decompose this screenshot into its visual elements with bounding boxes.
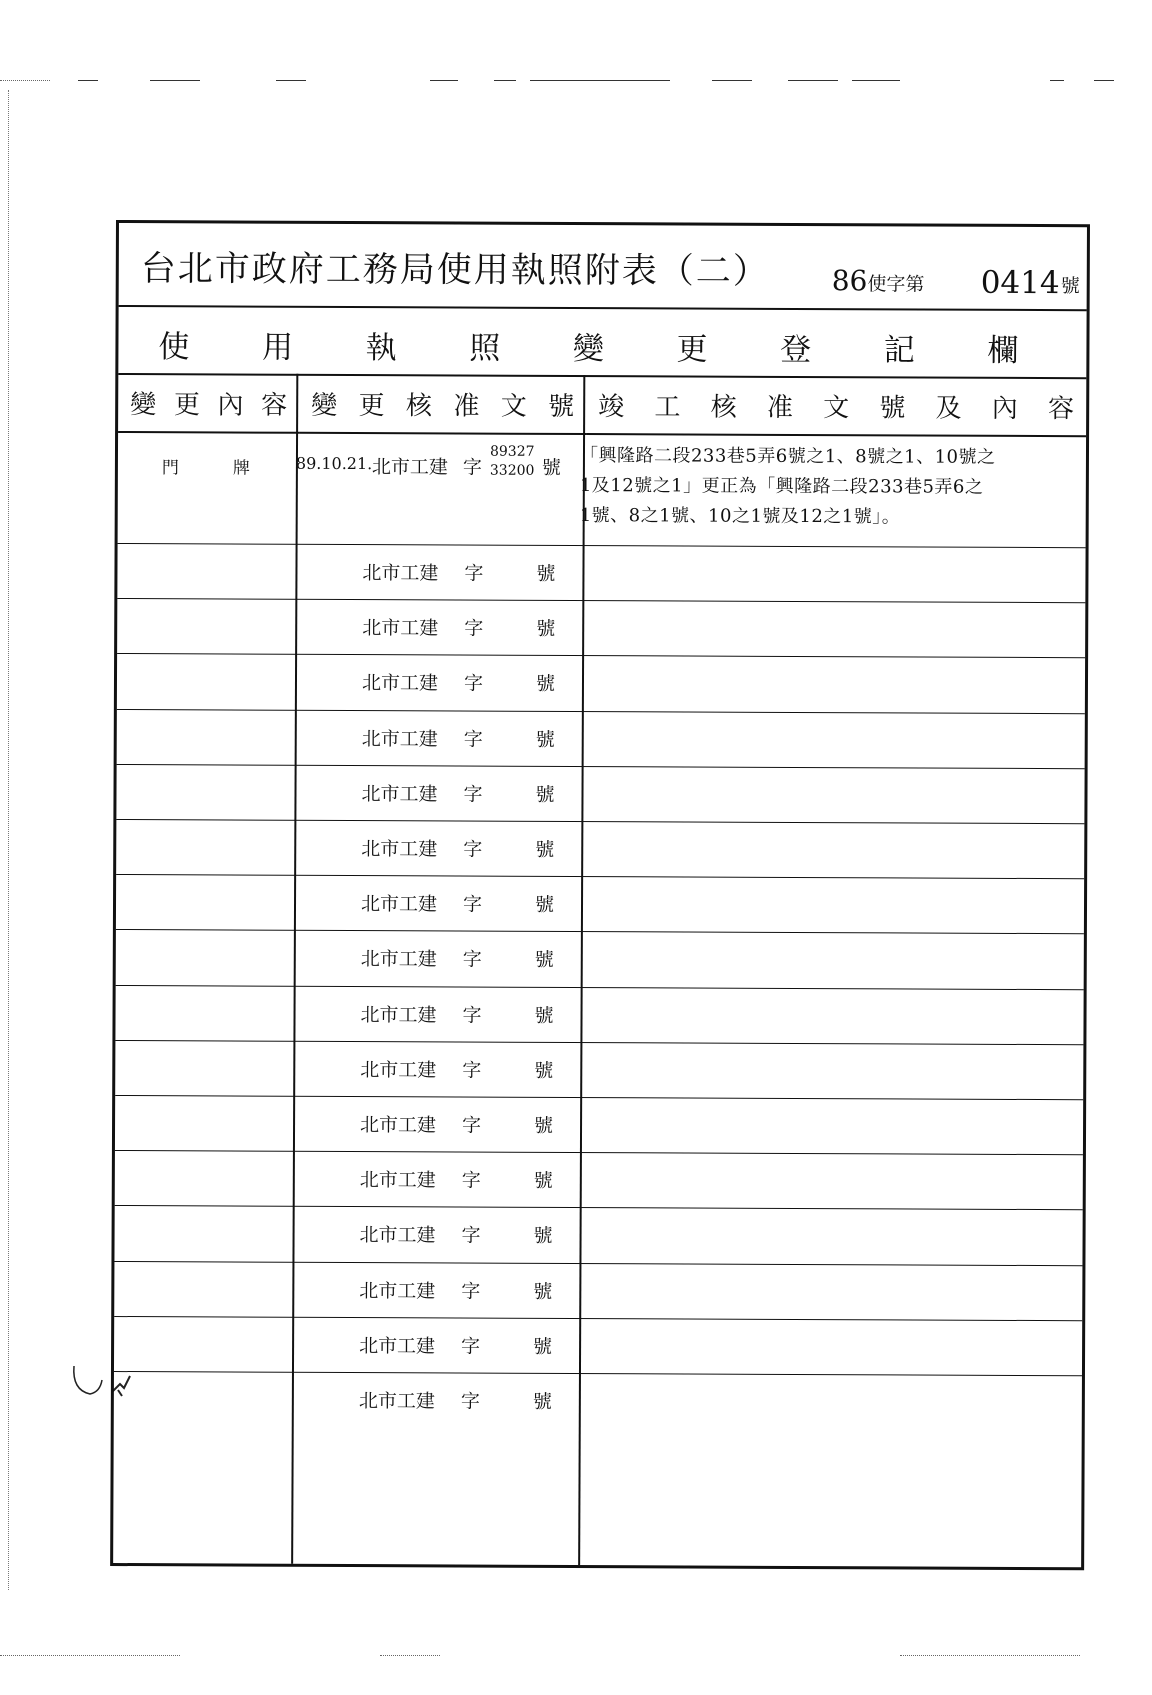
header-char: 號 (879, 392, 906, 423)
approval-zi: 字 (461, 1224, 481, 1247)
approval-office: 北市工建 (360, 1114, 437, 1137)
approval-number-1: 89327 (489, 443, 535, 460)
table-row (115, 1095, 1083, 1155)
table-row (117, 653, 1085, 713)
approval-zi: 字 (461, 1169, 481, 1192)
permit-number: 0414 (980, 264, 1060, 302)
scan-artifact-top-left (0, 80, 50, 81)
change-item-door-plate (162, 453, 250, 478)
approval-hao: 號 (533, 1280, 553, 1303)
scan-artifact-top-6 (530, 80, 670, 81)
approval-office: 北市工建 (359, 1279, 436, 1302)
approval-zi: 字 (462, 893, 483, 916)
approval-office: 北市工建 (359, 1169, 436, 1192)
content-line: 1號、8之1號、10之1號及12之1號」。 (579, 505, 901, 528)
approval-date: 89.10.21. (295, 453, 373, 474)
table-row (114, 1371, 1082, 1430)
approval-zi: 字 (463, 838, 483, 861)
scan-artifact-top-5 (494, 80, 516, 81)
table-row (116, 929, 1084, 989)
approval-office: 北市工建 (360, 893, 438, 916)
approval-office: 北市工建 (359, 1224, 436, 1247)
header-char: 核 (710, 392, 737, 423)
permit-suffix: 號 (1060, 275, 1080, 298)
approval-zi: 字 (462, 456, 482, 479)
approval-hao: 號 (532, 1390, 552, 1413)
approval-zi: 字 (462, 948, 482, 971)
table-row (116, 819, 1084, 879)
scan-artifact-bottom-1 (0, 1655, 180, 1656)
scan-artifact-top-7 (712, 80, 752, 81)
change-item-char: 門 (161, 458, 179, 479)
approval-zi: 字 (460, 1390, 480, 1413)
permit-appendix-table (110, 220, 1090, 1570)
scan-artifact-top-2 (150, 80, 200, 81)
approval-number-2: 33200 (489, 462, 535, 479)
approval-hao: 號 (535, 838, 555, 861)
approval-office: 北市工建 (362, 617, 439, 640)
header-char: 容 (1047, 393, 1075, 424)
approval-numbers (490, 443, 535, 481)
header-char: 核 (405, 390, 433, 421)
form-title: 台北市政府工務局使用執照附表（二） (140, 249, 770, 292)
section-title-char: 使 (158, 329, 190, 366)
permit-prefix: 86使字第 (831, 264, 925, 298)
section-title-char: 記 (883, 332, 915, 369)
header-char: 更 (358, 390, 385, 421)
header-char: 准 (766, 392, 793, 423)
approval-zi: 字 (463, 783, 483, 806)
header-char: 准 (453, 390, 480, 422)
table-row (115, 985, 1083, 1045)
table-row (117, 709, 1085, 769)
header-char: 內 (991, 393, 1018, 424)
approval-hao: 號 (533, 1225, 553, 1248)
approval-office: 北市工建 (360, 1003, 437, 1026)
approval-office: 北市工建 (371, 456, 448, 479)
section-title-char: 執 (365, 330, 397, 367)
approval-hao: 號 (536, 618, 556, 641)
approval-zi: 字 (463, 672, 484, 695)
content-line: 1及12號之1」更正為「興隆路二段233巷5弄6之 (579, 475, 984, 498)
scan-artifact-top-11 (1094, 80, 1114, 81)
approval-hao: 號 (534, 1059, 554, 1082)
header-char: 文 (500, 391, 527, 422)
approval-office: 北市工建 (361, 672, 439, 695)
scan-artifact-top-3 (276, 80, 306, 81)
header-char: 更 (173, 389, 200, 420)
content-line: 「興隆路二段233巷5弄6號之1、8號之1、10號之 (579, 445, 996, 468)
table-row (115, 1040, 1083, 1100)
header-char: 及 (935, 393, 962, 424)
header-char: 變 (311, 390, 338, 421)
completion-content (580, 441, 1080, 533)
scan-artifact-bottom-2 (380, 1655, 440, 1656)
header-char: 變 (130, 389, 157, 420)
approval-zi: 字 (462, 1114, 482, 1137)
approval-zi: 字 (463, 728, 483, 751)
header-char: 文 (823, 392, 850, 423)
table-row (114, 1261, 1082, 1321)
table-row (117, 543, 1085, 603)
approval-zi: 字 (464, 617, 484, 640)
table-row (114, 1316, 1082, 1376)
section-title-char: 更 (676, 331, 708, 368)
table-row (116, 874, 1084, 934)
approval-office: 北市工建 (361, 782, 438, 806)
table-row (118, 433, 1086, 548)
header-char: 工 (654, 391, 681, 422)
section-title-char: 變 (572, 330, 605, 368)
header-change-content (118, 373, 299, 434)
header-char: 內 (217, 389, 244, 421)
section-title-char: 欄 (987, 332, 1019, 369)
approval-zi: 字 (462, 1059, 482, 1082)
approval-office: 北市工建 (361, 838, 438, 861)
approval-hao: 號 (534, 894, 555, 917)
approval-hao: 號 (534, 1004, 554, 1027)
approval-hao: 號 (533, 1170, 553, 1193)
approval-office: 北市工建 (362, 562, 439, 585)
section-title-char: 用 (261, 329, 294, 366)
section-title (158, 321, 1018, 370)
scan-artifact-top-8 (788, 80, 838, 81)
table-row (114, 1205, 1082, 1265)
header-char: 號 (548, 391, 575, 422)
approval-hao: 號 (541, 456, 561, 479)
approval-hao: 號 (535, 728, 555, 751)
header-char: 竣 (598, 391, 625, 422)
section-title-row (118, 305, 1086, 379)
section-title-char: 登 (780, 331, 812, 369)
header-approval-ref (299, 374, 586, 435)
approval-hao: 號 (536, 562, 556, 585)
approval-office: 北市工建 (359, 1334, 436, 1358)
approval-zi: 字 (461, 1280, 481, 1303)
approval-office: 北市工建 (360, 948, 437, 971)
scan-artifact-left-edge (8, 90, 10, 1590)
table-row (115, 1150, 1083, 1210)
header-completion-ref (586, 375, 1086, 437)
approval-hao: 號 (535, 673, 556, 696)
section-title-char: 照 (469, 330, 501, 367)
header-char: 容 (261, 390, 288, 421)
scan-artifact-top-9 (852, 80, 900, 81)
approval-hao: 號 (535, 783, 555, 806)
approval-zi: 字 (461, 1335, 481, 1358)
table-row (116, 764, 1084, 824)
table-row (117, 598, 1085, 658)
approval-office: 北市工建 (360, 1058, 437, 1082)
scan-artifact-bottom-3 (900, 1655, 1080, 1656)
approval-zi: 字 (462, 1004, 482, 1027)
approval-office: 北市工建 (361, 727, 438, 751)
scan-artifact-top-1 (78, 80, 98, 81)
approval-hao: 號 (534, 1114, 554, 1137)
approval-zi: 字 (464, 562, 484, 585)
title-row (119, 223, 1087, 311)
change-item-char: 牌 (232, 458, 250, 479)
approval-office: 北市工建 (358, 1390, 435, 1413)
approval-hao: 號 (534, 949, 554, 972)
scan-artifact-top-10 (1050, 80, 1064, 81)
scan-artifact-top-4 (430, 80, 458, 81)
approval-hao: 號 (533, 1335, 553, 1358)
